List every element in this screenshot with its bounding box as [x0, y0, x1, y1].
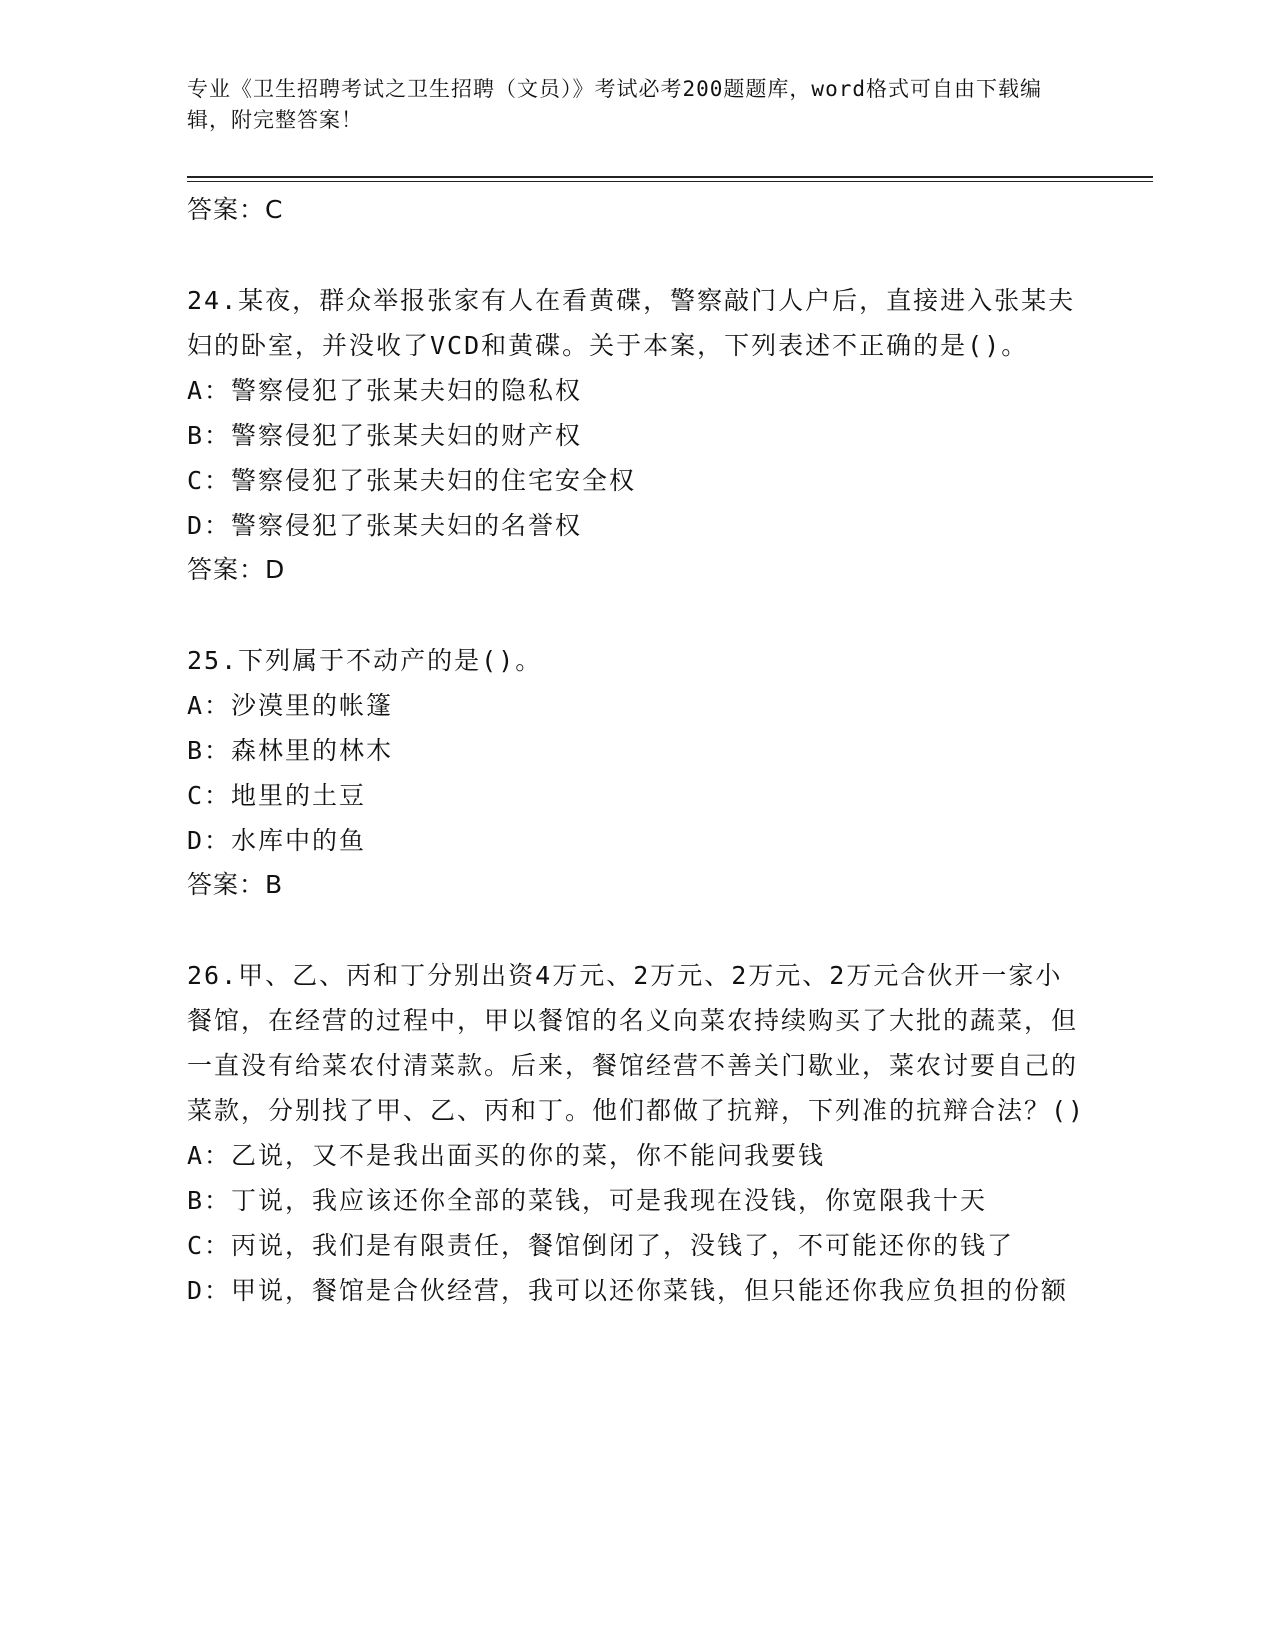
header-divider — [187, 176, 1153, 178]
question-text: 24.某夜，群众举报张家有人在看黄碟，警察敲门人户后，直接进入张某夫妇的卧室，并没收了VCD和黄碟。关于本案，下列表述不正确的是()。 — [187, 286, 1076, 360]
answer: 答案：B — [187, 870, 284, 899]
option-b: B：警察侵犯了张某夫妇的财产权 — [187, 421, 583, 450]
spacer — [187, 907, 1087, 953]
option-b: B：森林里的林木 — [187, 736, 394, 765]
option-d: D：水库中的鱼 — [187, 826, 367, 855]
option-c: C：警察侵犯了张某夫妇的住宅安全权 — [187, 466, 637, 495]
page-header: 专业《卫生招聘考试之卫生招聘（文员）》考试必考200题题库，word格式可自由下载编辑，附完整答案！ — [187, 77, 1042, 132]
question-24 — [187, 278, 1087, 592]
question-text: 26.甲、乙、丙和丁分别出资4万元、2万元、2万元、2万元合伙开一家小餐馆，在经营的过程中，甲以餐馆的名义向菜农持续购买了大批的蔬菜，但一直没有给菜农付清菜款。后来，餐馆经营不善关门歇业，菜农讨要自己的菜款，分别找了甲、乙、丙和丁。他们都做了抗辩，下列准的抗辩合法？() — [187, 961, 1086, 1125]
option-d: D：甲说，餐馆是合伙经营，我可以还你菜钱，但只能还你我应负担的份额 — [187, 1276, 1069, 1305]
question-26 — [187, 953, 1087, 1313]
question-25 — [187, 638, 1087, 907]
previous-answer: 答案：C — [187, 195, 284, 224]
option-a: A：警察侵犯了张某夫妇的隐私权 — [187, 376, 583, 405]
spacer — [187, 592, 1087, 638]
option-a: A：沙漠里的帐篷 — [187, 691, 394, 720]
spacer — [187, 232, 1087, 278]
answer: 答案：D — [187, 555, 286, 584]
option-c: C：地里的土豆 — [187, 781, 367, 810]
option-b: B：丁说，我应该还你全部的菜钱，可是我现在没钱，你宽限我十天 — [187, 1186, 988, 1215]
option-c: C：丙说，我们是有限责任，餐馆倒闭了，没钱了，不可能还你的钱了 — [187, 1231, 1015, 1260]
question-list — [187, 188, 1087, 1313]
header-divider-thin — [187, 181, 1153, 182]
question-text: 25.下列属于不动产的是()。 — [187, 646, 543, 675]
option-a: A：乙说，又不是我出面买的你的菜，你不能问我要钱 — [187, 1141, 826, 1170]
option-d: D：警察侵犯了张某夫妇的名誉权 — [187, 511, 583, 540]
